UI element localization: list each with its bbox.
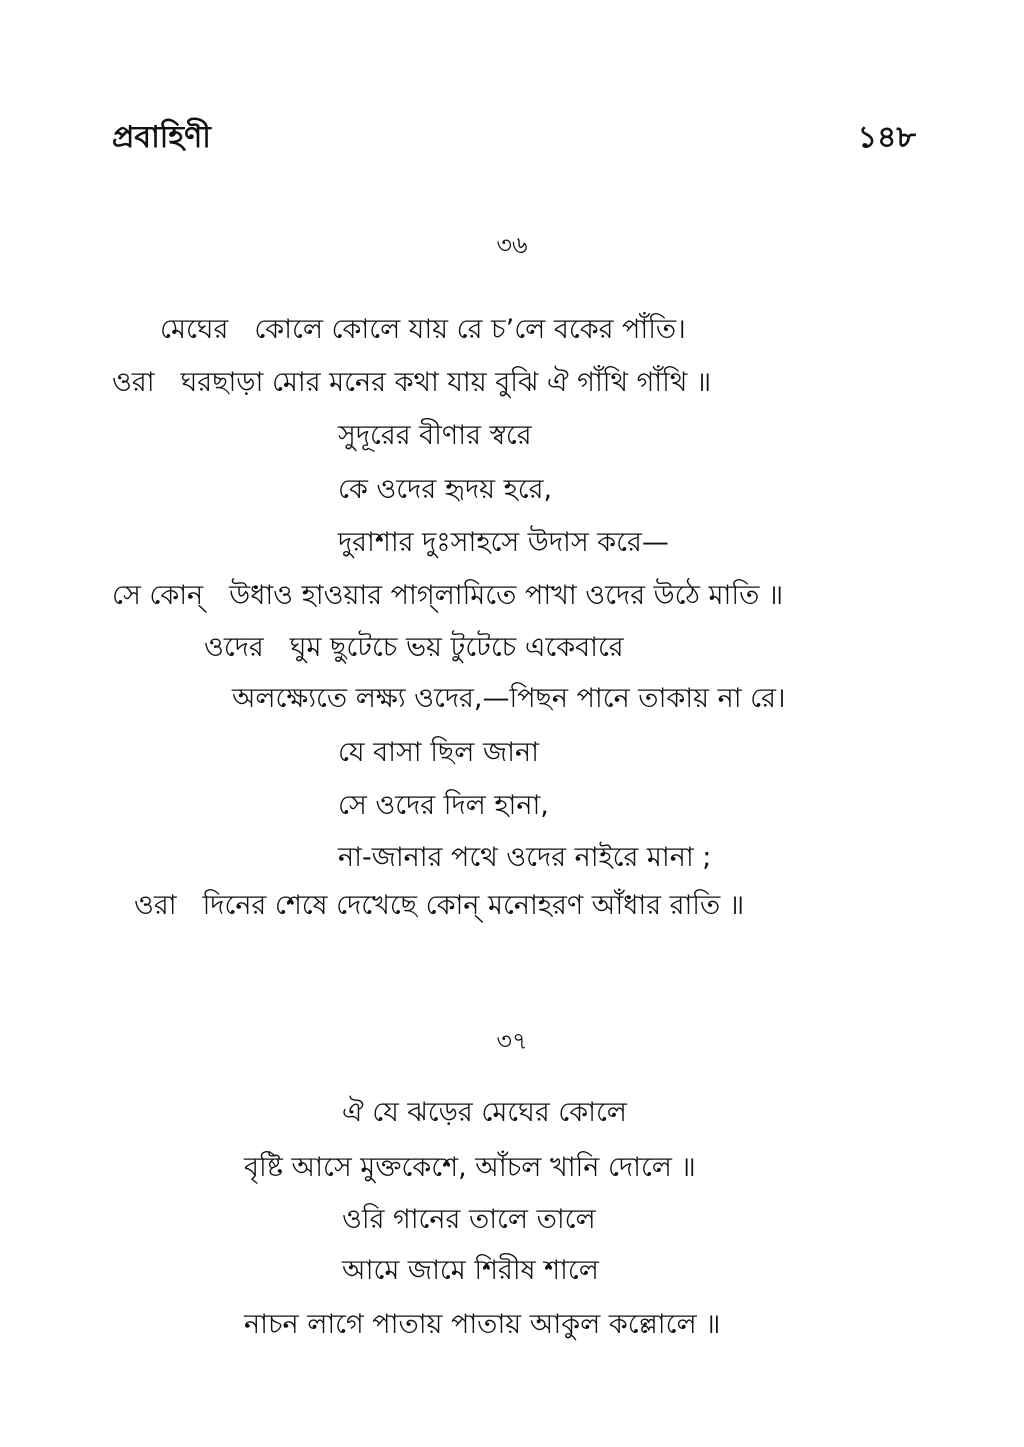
song-36-line-7 xyxy=(204,628,624,668)
song-36-line-4: কে ওদের হৃদয় হরে, xyxy=(338,474,553,505)
song-number-37: ৩৭ xyxy=(496,1027,528,1055)
song-37-line-3: ওরি গানের তালে তালে xyxy=(342,1204,596,1235)
song-36-line-3: সুদূরের বীণার স্বরে xyxy=(338,420,532,451)
line-text: ঘুম ছুটেচে ভয় টুটেচে একেবারে xyxy=(289,632,624,663)
song-36-line-1 xyxy=(160,310,686,350)
line-prefix: ওরা xyxy=(134,890,177,921)
song-37-line-2: বৃষ্টি আসে মুক্তকেশে, আঁচল খানি দোলে ॥ xyxy=(244,1152,696,1183)
song-37-line-5: নাচন লাগে পাতায় পাতায় আকুল কল্লোলে ॥ xyxy=(244,1309,721,1340)
line-text: দিনের শেষে দেখেছে কোন্ মনোহরণ আঁধার রাতি ॥ xyxy=(202,890,745,921)
song-37-line-4: আমে জামে শিরীষ শালে xyxy=(342,1255,599,1286)
song-36-line-5: দুরাশার দুঃসাহসে উদাস করে— xyxy=(338,527,669,558)
song-36-line-10: সে ওদের দিল হানা, xyxy=(338,790,549,821)
line-prefix: মেঘের xyxy=(160,314,229,345)
line-prefix: সে কোন্ xyxy=(112,580,204,611)
page-number: ১৪৮ xyxy=(857,120,916,155)
song-36-line-12 xyxy=(134,886,744,926)
line-text: কোলে কোলে যায় রে চ’লে বকের পাঁতি। xyxy=(254,314,686,345)
line-text: ঘরছাড়া মোর মনের কথা যায় বুঝি ঐ গাঁথি গাঁথি ॥ xyxy=(180,367,712,398)
song-36-line-2 xyxy=(112,363,711,403)
running-title: প্রবাহিণী xyxy=(112,120,211,155)
line-prefix: ওরা xyxy=(112,367,155,398)
song-36-line-9: যে বাসা ছিল জানা xyxy=(338,737,539,768)
line-text: উধাও হাওয়ার পাগ্‌লামিতে পাখা ওদের উঠে মাতি ॥ xyxy=(229,580,784,611)
song-36-line-6 xyxy=(112,576,783,616)
line-prefix: ওদের xyxy=(204,632,264,663)
song-37-line-1: ঐ যে ঝড়ের মেঘের কোলে xyxy=(342,1097,627,1128)
song-36-line-11: না-জানার পথে ওদের নাইরে মানা ; xyxy=(338,842,712,873)
song-number-36: ৩৬ xyxy=(496,231,528,259)
song-36-line-8: অলক্ষ্যেতে লক্ষ্য ওদের,—পিছন পানে তাকায় না রে। xyxy=(232,683,786,714)
